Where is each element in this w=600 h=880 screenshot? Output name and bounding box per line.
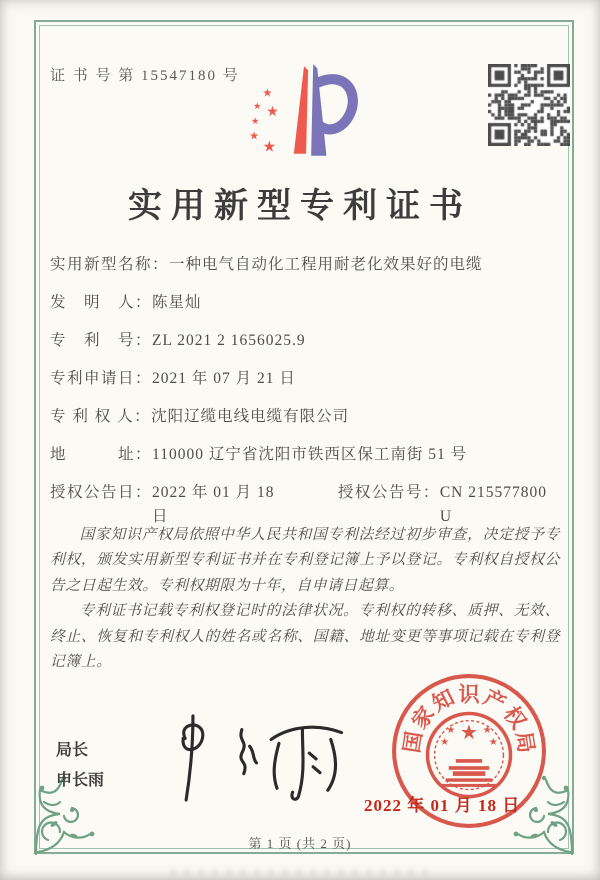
field-patent-number (50, 329, 564, 367)
field-value: 2022 年 01 月 18 日 (152, 484, 275, 525)
field-filing-date (50, 367, 564, 405)
seal-char: 权 (498, 702, 531, 734)
field-value: 陈星灿 (152, 294, 202, 311)
national-emblem-icon (427, 714, 510, 797)
svg-text:★: ★ (488, 736, 498, 748)
seal-char: 产 (479, 685, 510, 717)
patent-fields (50, 253, 564, 525)
cnipa-logo-icon (247, 60, 359, 162)
field-grant-number (338, 481, 564, 529)
field-value: 一种电气自动化工程用耐老化效果好的电缆 (169, 256, 483, 273)
svg-text:★: ★ (253, 100, 262, 112)
certificate-number: 证 书 号 第 15547180 号 (50, 68, 240, 84)
page2-showthrough (170, 868, 430, 876)
svg-text:★: ★ (262, 86, 273, 100)
seal-char: 识 (458, 682, 480, 707)
field-utility-model-name (50, 253, 564, 291)
director-name: 申长雨 (56, 772, 105, 789)
svg-text:★: ★ (251, 116, 260, 128)
director-handwritten-signature (148, 708, 363, 808)
svg-text:★: ★ (482, 724, 492, 736)
field-label: 地 址： (50, 446, 153, 463)
field-label: 发 明 人： (50, 294, 153, 311)
field-label: 授权公告日： (50, 484, 153, 501)
certificate-title: 实用新型专利证书 (128, 188, 472, 225)
field-value: 2021 年 07 月 21 日 (152, 370, 296, 387)
field-value: 110000 辽宁省沈阳市铁西区保工南街 51 号 (152, 446, 468, 463)
legal-text (50, 523, 560, 676)
field-label: 专 利 权 人： (50, 408, 152, 425)
seal-char: 家 (407, 702, 440, 734)
field-label: 专 利 号： (50, 332, 153, 349)
field-label: 专利申请日： (50, 370, 153, 387)
svg-text:★: ★ (440, 736, 450, 748)
field-label: 实用新型名称： (50, 256, 170, 273)
page-number: 第 1 页 (共 2 页) (248, 836, 352, 851)
field-label: 授权公告号： (337, 484, 440, 501)
svg-text:★: ★ (249, 129, 260, 143)
field-inventor (50, 291, 564, 329)
qr-code (488, 64, 570, 146)
director-block (56, 736, 104, 796)
director-title: 局长 (56, 742, 89, 759)
field-grant-row (50, 481, 564, 525)
svg-text:★: ★ (266, 104, 279, 121)
seal-date: 2022 年 01 月 18 日 (364, 796, 521, 815)
legal-paragraph-1: 国家知识产权局依照中华人民共和国专利法经过初步审查，决定授予专利权，颁发实用新型专利证书并在专利登记簿上予以登记。专利权自授权公告之日起生效。专利权期限为十年，自申请日起算。 (50, 527, 560, 594)
seal-char: 国 (399, 729, 427, 755)
svg-text:★: ★ (262, 137, 277, 156)
field-address (50, 443, 564, 481)
svg-text:★: ★ (446, 724, 456, 736)
field-value: CN 215577800 U (439, 484, 548, 525)
field-value: 沈阳辽缆电线电缆有限公司 (151, 408, 350, 425)
field-value: ZL 2021 2 1656025.9 (152, 332, 306, 349)
seal-char: 知 (428, 685, 459, 717)
field-patentee (50, 405, 564, 443)
svg-text:★: ★ (459, 719, 479, 744)
legal-paragraph-2: 专利证书记载专利权登记时的法律状况。专利权的转移、质押、无效、终止、恢复和专利权人的姓名或名称、国籍、地址变更等事项记载在专利登记簿上。 (50, 603, 560, 671)
seal-char: 局 (511, 729, 539, 755)
field-grant-date (50, 481, 296, 529)
